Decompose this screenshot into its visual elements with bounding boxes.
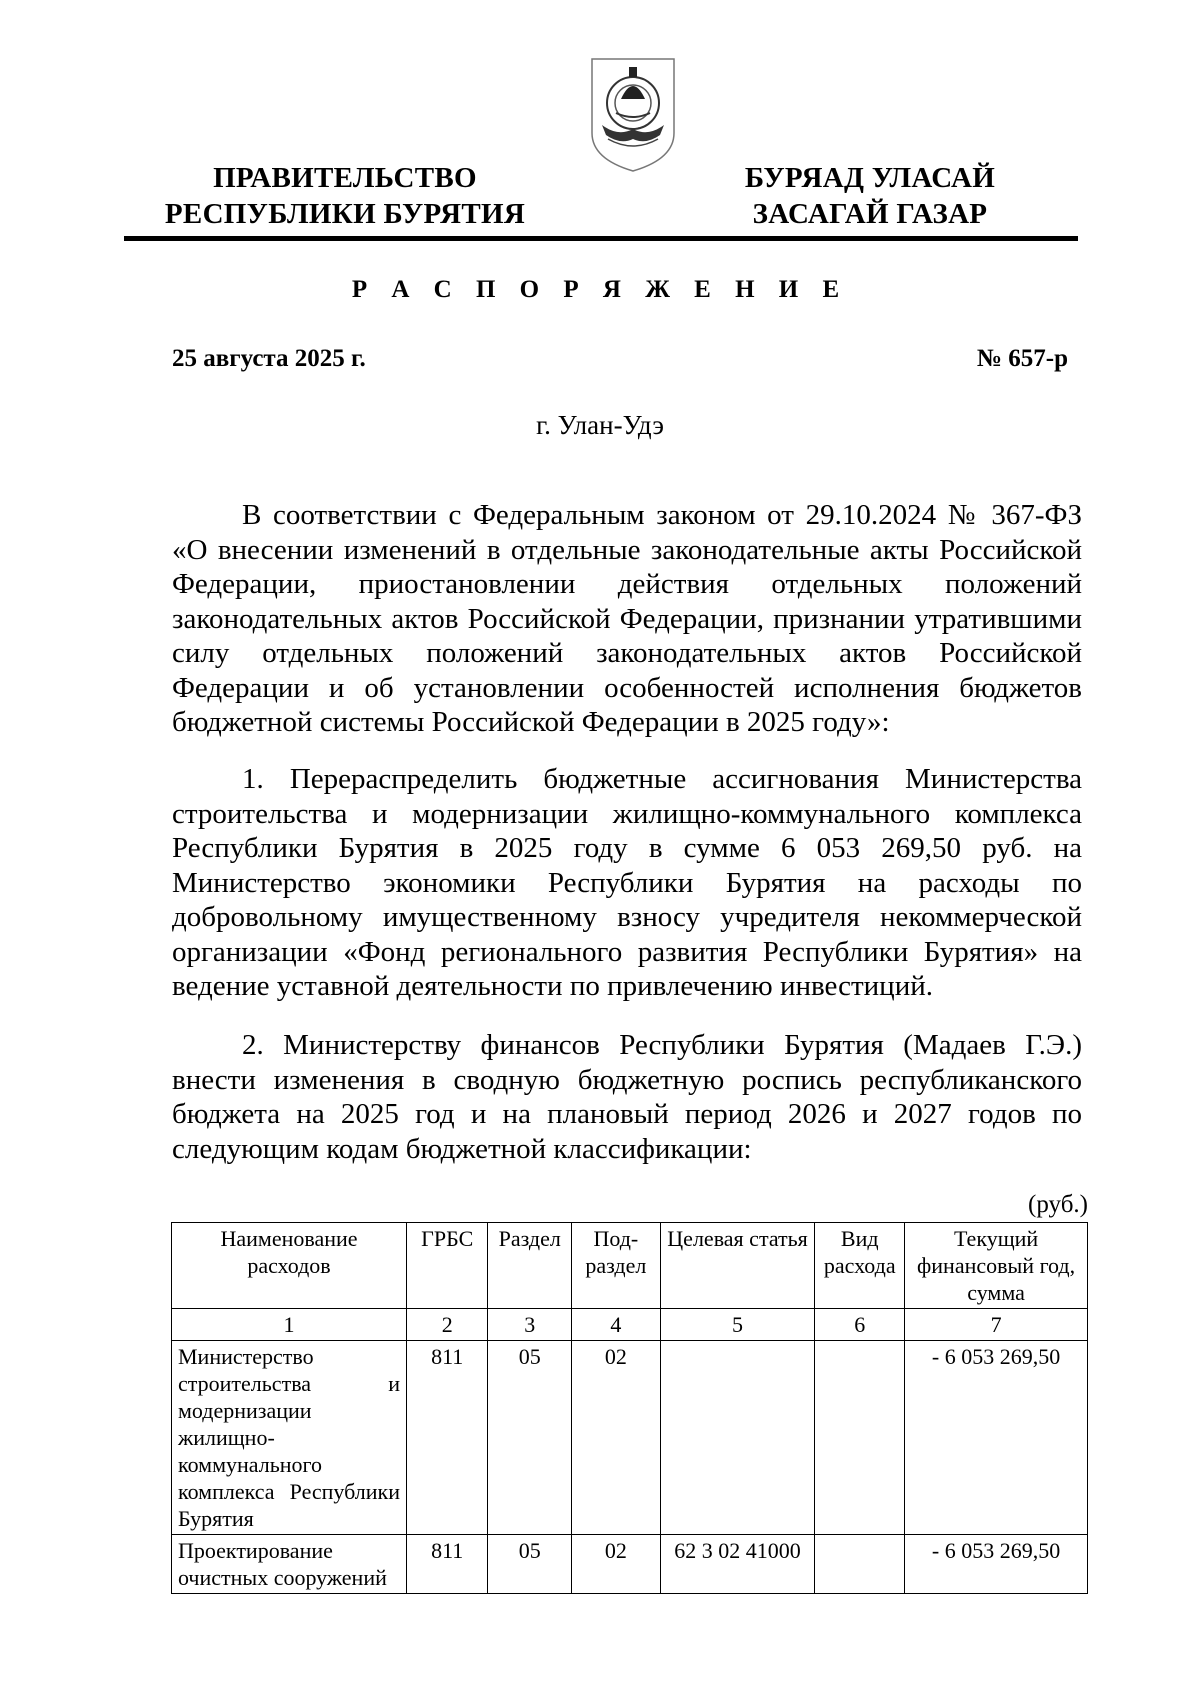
row-target-article [660,1341,815,1535]
col-number: 1 [172,1309,407,1341]
row-expense-type [815,1341,905,1535]
col-number: 6 [815,1309,905,1341]
header-left-line1: ПРАВИТЕЛЬСТВО [213,162,477,194]
row-amount: - 6 053 269,50 [905,1341,1088,1535]
header-right-line1: БУРЯАД УЛАСАЙ [744,162,996,194]
government-name-buryat [720,160,1020,232]
row-target-article: 62 3 02 41000 [660,1535,815,1594]
table-row [172,1535,1088,1594]
row-grbs: 811 [407,1341,488,1535]
col-number: 2 [407,1309,488,1341]
coat-of-arms-icon [588,55,678,175]
preamble-paragraph: В соответствии с Федеральным законом от 29.10.2024 № 367-ФЗ «О внесении изменений в отдельные законодательные акты Российской Федерации, приостановлении действия отдельных положений законодательных актов Российской Федерации, признании утратившими силу отдельных положений законодательных актов Российской Федерации и об установлении особенностей исполнения бюджетов бюджетной системы Российской Федерации в 2025 году»: [172,499,1082,738]
col-header-expense-type: Вид расхода [815,1223,905,1309]
document-number: № 657-р [976,345,1068,372]
col-number: 3 [488,1309,572,1341]
document-type: Р А С П О Р Я Ж Е Н И Е [351,276,849,303]
header-left-line2: РЕСПУБЛИКИ БУРЯТИЯ [164,198,526,230]
budget-table [171,1222,1088,1594]
col-number: 4 [572,1309,661,1341]
table-row [172,1341,1088,1535]
col-header-amount: Текущий финансовый год, сумма [905,1223,1088,1309]
header-right-line2: ЗАСАГАЙ ГАЗАР [752,198,988,230]
row-subsection: 02 [572,1341,661,1535]
document-city: г. Улан-Удэ [536,410,664,440]
table-header-row [172,1223,1088,1309]
document-date: 25 августа 2025 г. [172,345,366,372]
table-column-numbers-row [172,1309,1088,1341]
row-grbs: 811 [407,1535,488,1594]
row-section: 05 [488,1341,572,1535]
row-subsection: 02 [572,1535,661,1594]
col-header-subsection: Под-раздел [572,1223,661,1309]
table-unit: (руб.) [1028,1191,1088,1218]
row-section: 05 [488,1535,572,1594]
col-header-section: Раздел [488,1223,572,1309]
col-number: 7 [905,1309,1088,1341]
col-header-grbs: ГРБС [407,1223,488,1309]
clause-2-paragraph: 2. Министерству финансов Республики Бурятия (Мадаев Г.Э.) внести изменения в сводную бюджетную роспись республиканского бюджета на 2025 год и на плановый период 2026 и 2027 годов по следующим кодам бюджетной классификации: [172,1029,1082,1165]
row-amount: - 6 053 269,50 [905,1535,1088,1594]
row-name: Министерство строительства и модернизации жилищно-коммунального комплекса Республики Бурятия [172,1341,407,1535]
col-number: 5 [660,1309,815,1341]
header-divider [124,236,1078,241]
government-name-russian [160,160,530,232]
clause-1-paragraph: 1. Перераспределить бюджетные ассигнования Министерства строительства и модернизации жилищно-коммунального комплекса Республики Бурятия в 2025 году в сумме 6 053 269,50 руб. на Министерство экономики Республики Бурятия на расходы по добровольному имущественному взносу учредителя некоммерческой организации «Фонд регионального развития Республики Бурятия» на ведение уставной деятельности по привлечению инвестиций. [172,763,1082,1002]
row-name: Проектирование очистных сооружений [172,1535,407,1594]
col-header-target-article: Целевая статья [660,1223,815,1309]
row-expense-type [815,1535,905,1594]
col-header-name: Наименование расходов [172,1223,407,1309]
